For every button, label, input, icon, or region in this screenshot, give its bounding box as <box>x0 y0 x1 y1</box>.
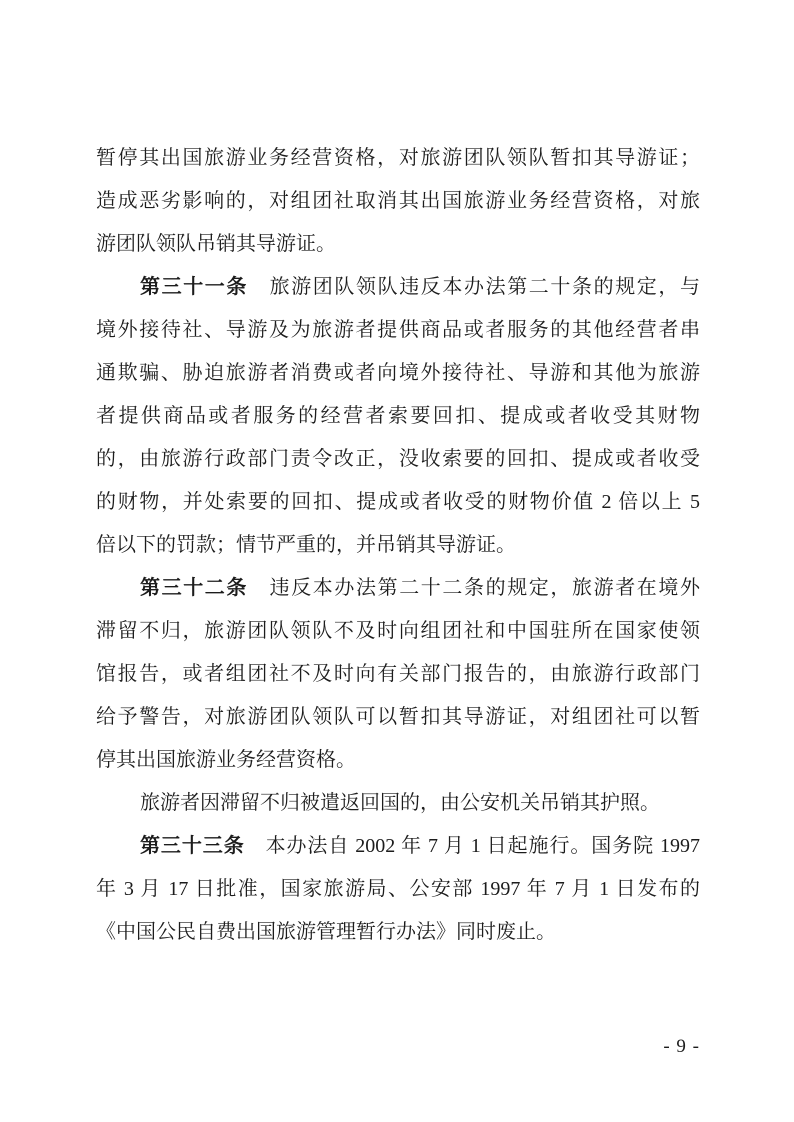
line-text: 游团队领队吊销其导游证。 <box>96 233 336 255</box>
line-text: 《中国公民自费出国旅游管理暂行办法》同时废止。 <box>96 921 556 943</box>
line-text: 旅游者因滞留不归被遣返回国的，由公安机关吊销其护照。 <box>140 792 660 814</box>
text-line <box>96 395 700 438</box>
page-number: - 9 - <box>663 1036 700 1057</box>
line-text: 暂停其出国旅游业务经营资格，对旅游团队领队暂扣其导游证； <box>96 147 700 169</box>
text-line <box>96 782 700 825</box>
text-line <box>96 911 700 954</box>
article-number: 第三十一条 <box>140 276 248 298</box>
line-text: 年 3 月 17 日批准，国家旅游局、公安部 1997 年 7 月 1 日发布的 <box>96 878 700 900</box>
text-line <box>96 653 700 696</box>
text-line <box>96 481 700 524</box>
text-line <box>96 524 700 567</box>
text-line <box>96 825 700 868</box>
line-text: 通欺骗、胁迫旅游者消费或者向境外接待社、导游和其他为旅游 <box>96 362 700 384</box>
text-line <box>96 352 700 395</box>
line-text: 的，由旅游行政部门责令改正，没收索要的回扣、提成或者收受 <box>96 448 700 470</box>
text-line <box>96 438 700 481</box>
line-text: 造成恶劣影响的，对组团社取消其出国旅游业务经营资格，对旅 <box>96 190 700 212</box>
text-line <box>96 180 700 223</box>
line-text: 馆报告，或者组团社不及时向有关部门报告的，由旅游行政部门 <box>96 663 700 685</box>
line-text: 违反本办法第二十二条的规定，旅游者在境外 <box>248 577 700 599</box>
line-text: 倍以下的罚款；情节严重的，并吊销其导游证。 <box>96 534 516 556</box>
text-line <box>96 137 700 180</box>
line-text: 旅游团队领队违反本办法第二十条的规定，与 <box>248 276 700 298</box>
text-line <box>96 567 700 610</box>
line-text: 者提供商品或者服务的经营者索要回扣、提成或者收受其财物 <box>96 405 700 427</box>
article-number: 第三十三条 <box>140 835 245 857</box>
text-line <box>96 739 700 782</box>
line-text: 的财物，并处索要的回扣、提成或者收受的财物价值 2 倍以上 5 <box>96 491 700 513</box>
line-text: 滞留不归，旅游团队领队不及时向组团社和中国驻所在国家使领 <box>96 620 700 642</box>
text-line <box>96 610 700 653</box>
line-text: 停其出国旅游业务经营资格。 <box>96 749 356 771</box>
text-line <box>96 696 700 739</box>
text-line <box>96 223 700 266</box>
article-number: 第三十二条 <box>140 577 248 599</box>
line-text: 给予警告，对旅游团队领队可以暂扣其导游证，对组团社可以暂 <box>96 706 700 728</box>
text-line <box>96 309 700 352</box>
text-line <box>96 266 700 309</box>
line-text: 境外接待社、导游及为旅游者提供商品或者服务的其他经营者串 <box>96 319 700 341</box>
line-text: 本办法自 2002 年 7 月 1 日起施行。国务院 1997 <box>244 835 700 857</box>
document-body <box>96 137 700 954</box>
text-line <box>96 868 700 911</box>
